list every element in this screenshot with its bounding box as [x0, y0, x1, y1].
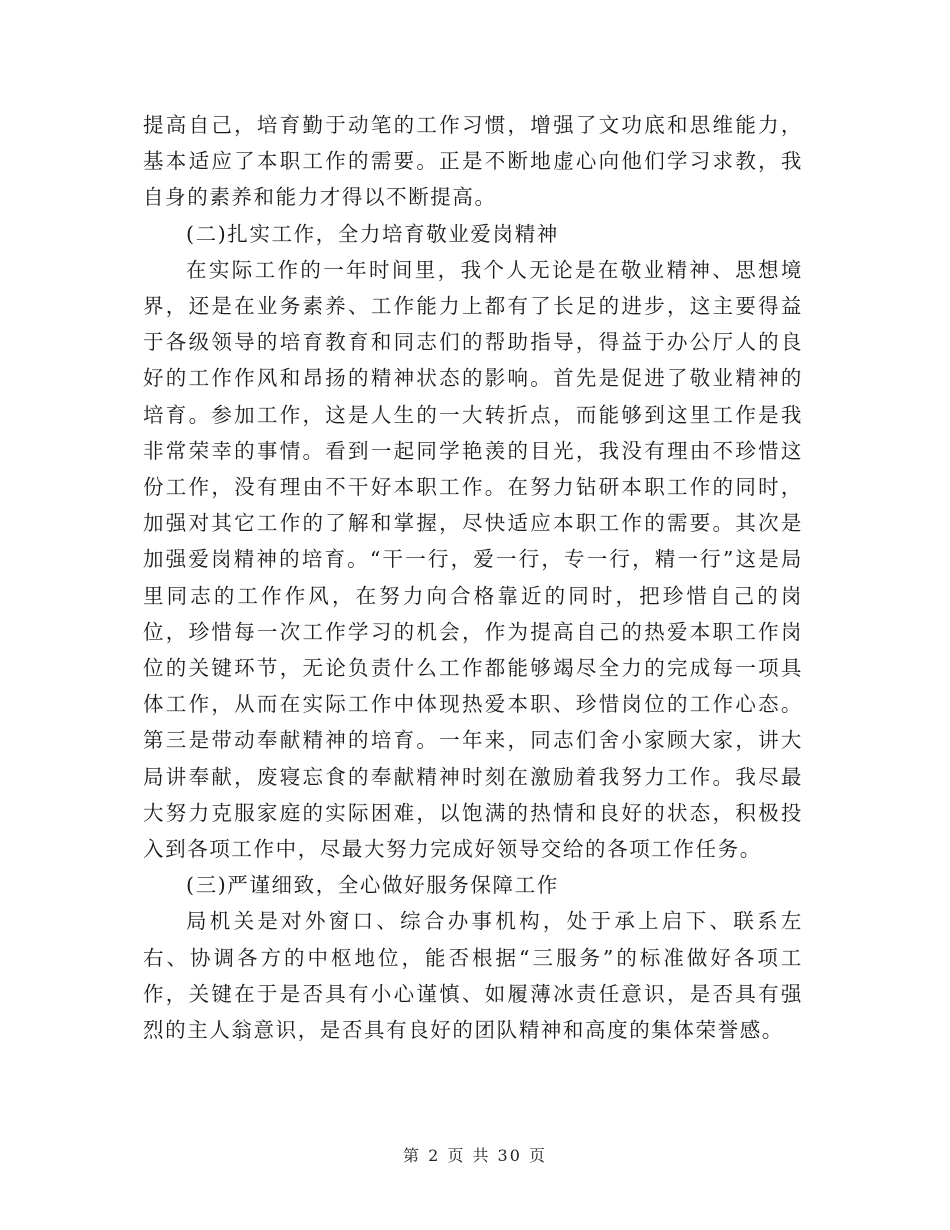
section-heading-2: (二)扎实工作，全力培育敬业爱岗精神: [186, 221, 559, 246]
section-heading-3: (三)严谨细致，全心做好服务保障工作: [186, 873, 559, 898]
document-body: [143, 107, 803, 1048]
paragraph-continuation: 提高自己，培育勤于动笔的工作习惯，增强了文功底和思维能力，基本适应了本职工作的需要。正是不断地虚心向他们学习求教，我自身的素养和能力才得以不断提高。: [143, 113, 803, 210]
page-number-footer: 第 2 页 共 30 页: [403, 1146, 547, 1165]
paragraph-dedication: 在实际工作的一年时间里，我个人无论是在敬业精神、思想境界，还是在业务素养、工作能力上都有了长足的进步，这主要得益于各级领导的培育教育和同志们的帮助指导，得益于办公厅人的良好的工作作风和昂扬的精神状态的影响。首先是促进了敬业精神的培育。参加工作，这是人生的一大转折点，而能够到这里工作是我非常荣幸的事情。看到一起同学艳羡的目光，我没有理由不珍惜这份工作，没有理由不干好本职工作。在努力钻研本职工作的同时，加强对其它工作的了解和掌握，尽快适应本职工作的需要。其次是加强爱岗精神的培育。“干一行，爱一行，专一行，精一行”这是局里同志的工作作风，在努力向合格靠近的同时，把珍惜自己的岗位，珍惜每一次工作学习的机会，作为提高自己的热爱本职工作岗位的关键环节，无论负责什么工作都能够竭尽全力的完成每一项具体工作，从而在实际工作中体现热爱本职、珍惜岗位的工作心态。第三是带动奉献精神的培育。一年来，同志们舍小家顾大家，讲大局讲奉献，废寝忘食的奉献精神时刻在激励着我努力工作。我尽最大努力克服家庭的实际困难，以饱满的热情和良好的状态，积极投入到各项工作中，尽最大努力完成好领导交给的各项工作任务。: [143, 257, 803, 862]
paragraph-service: 局机关是对外窗口、综合办事机构，处于承上启下、联系左右、协调各方的中枢地位，能否根据“三服务”的标准做好各项工作，关键在于是否具有小心谨慎、如履薄冰责任意识，是否具有强烈的主人翁意识，是否具有良好的团队精神和高度的集体荣誉感。: [143, 909, 803, 1043]
